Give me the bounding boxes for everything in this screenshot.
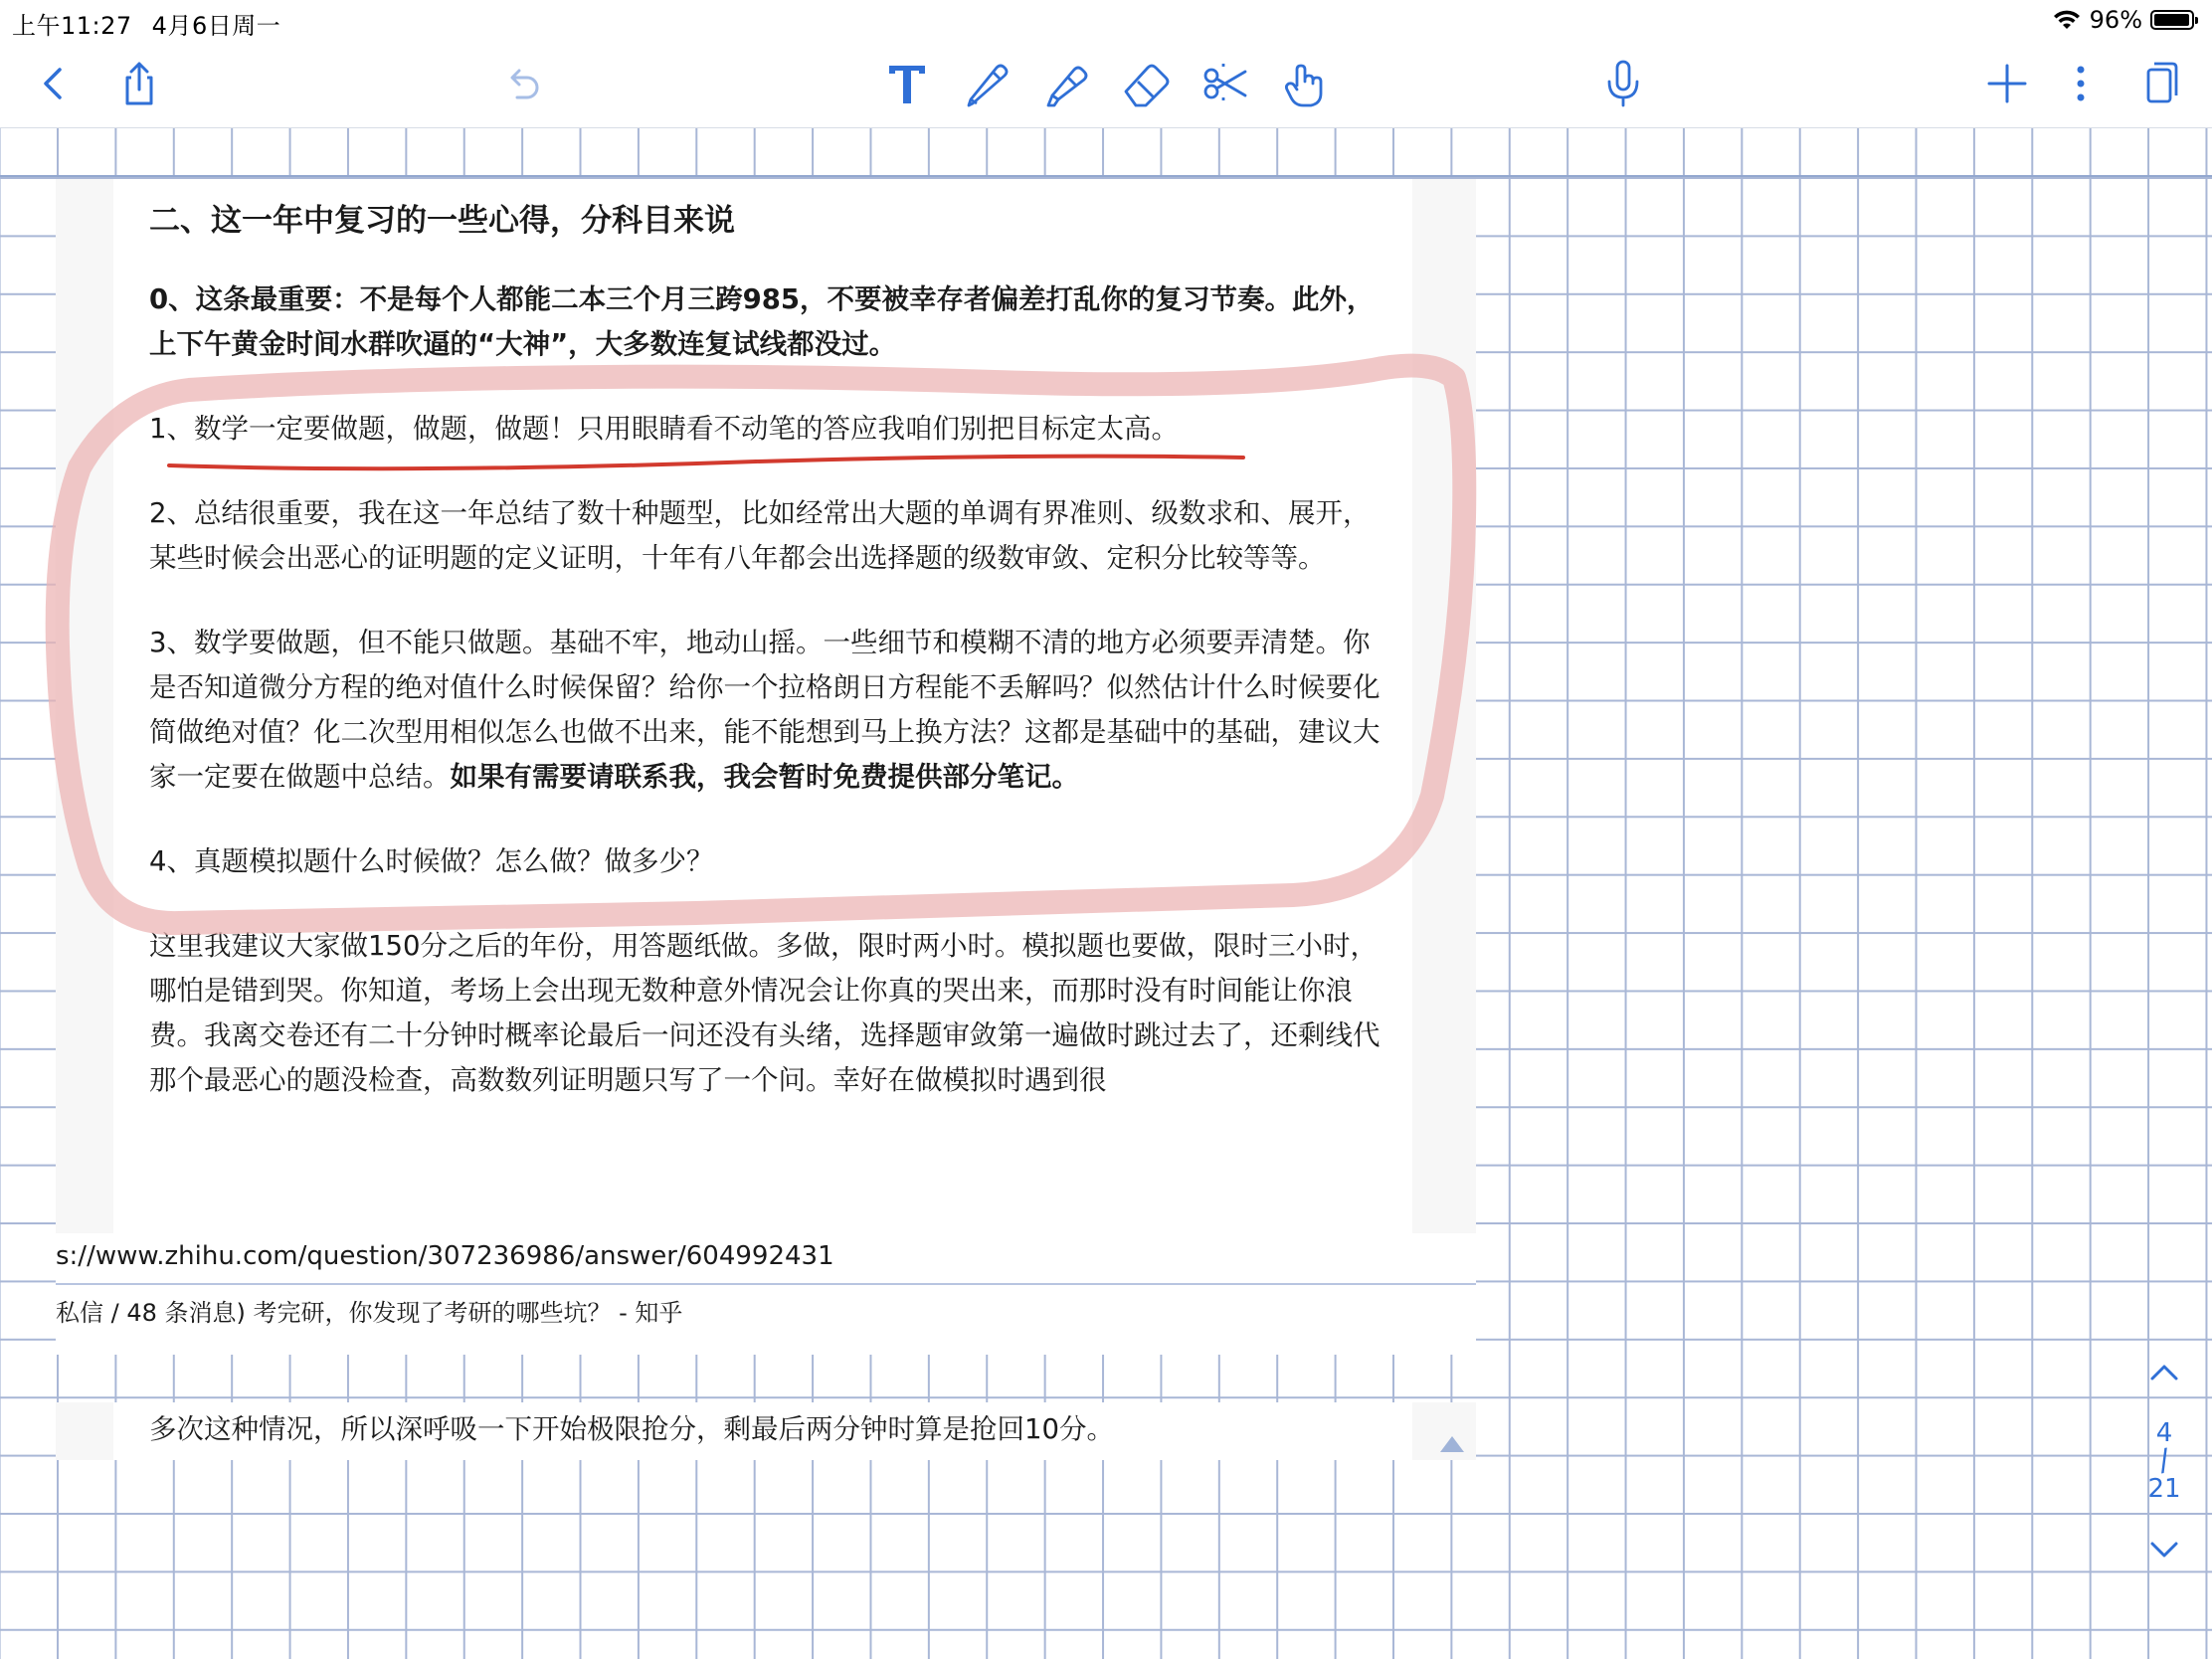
paragraph-5: 这里我建议大家做150分之后的年份，用答题纸做。多做，限时两小时。模拟题也要做，限时三小时，哪怕是错到哭。你知道，考场上会出现无数种意外情况会让你真的哭出来，而那时没有时间能让你浪费。我离交卷还有二十分钟时概率论最后一问还没有头绪，选择题审敛第一遍做时跳过去了，还剩线代那个最恶心的题没检查，高数数列证明题只写了一个问。幸好在做模拟时遇到很	[149, 930, 1381, 1096]
text-tool-button[interactable]	[875, 52, 939, 115]
add-icon	[1979, 56, 2035, 111]
microphone-icon	[1595, 56, 1651, 111]
page-url: s://www.zhihu.com/question/307236986/answer/604992431	[56, 1241, 834, 1271]
microphone-button[interactable]	[1591, 52, 1655, 115]
previous-page-chevron-icon[interactable]	[2138, 1353, 2190, 1392]
paragraph-4: 4、真题模拟题什么时候做？怎么做？做多少？	[149, 845, 714, 877]
page-top-margin-line	[0, 175, 2212, 177]
paragraph-3-bold: 如果有需要请联系我，我会暂时免费提供部分笔记。	[450, 761, 1079, 793]
add-page-button[interactable]	[1975, 52, 2039, 115]
pen-tool-button[interactable]	[955, 52, 1018, 115]
undo-icon	[495, 56, 551, 111]
back-chevron-icon	[26, 56, 82, 111]
url-divider	[56, 1283, 1476, 1285]
eraser-icon	[1118, 56, 1174, 111]
wifi-icon	[2052, 8, 2082, 32]
page-separator: /	[2155, 1442, 2172, 1479]
paragraph-2: 2、总结很重要，我在这一年总结了数十种题型，比如经常出大题的单调有界准则、级数求和、展开，某些时候会出恶心的证明题的定义证明，十年有八年都会出选择题的级数审敛、定积分比较等等。	[149, 497, 1371, 574]
back-button[interactable]	[22, 52, 86, 115]
pages-icon	[2132, 56, 2188, 111]
hand-pointer-icon	[1277, 56, 1333, 111]
browser-strip	[56, 1233, 1476, 1355]
more-icon	[2053, 56, 2109, 111]
paragraph-3-text: 3、数学要做题，但不能只做题。基础不牢，地动山摇。一些细节和模糊不清的地方必须要弄清楚。你是否知道微分方程的绝对值什么时候保留？给你一个拉格朗日方程能不丢解吗？似然估计什么时候要化简做绝对值？化二次型用相似怎么也做不出来，能不能想到马上换方法？这都是基础中的基础，建议大家一定要在做题中总结。	[149, 627, 1381, 793]
battery-level	[2154, 14, 2189, 26]
lasso-button[interactable]	[1194, 52, 1257, 115]
share-button[interactable]	[107, 52, 171, 115]
browser-tab-title: 私信 / 48 条消息) 考完研，你发现了考研的哪些坑？ - 知乎	[56, 1299, 683, 1327]
hand-tool-button[interactable]	[1273, 52, 1337, 115]
answer-text	[149, 199, 1392, 1143]
paragraph-1: 1、数学一定要做题，做题，做题！只用眼睛看不动笔的答应我咱们别把目标定太高。	[149, 413, 1179, 445]
toolbar	[0, 40, 2212, 128]
highlighter-icon	[1038, 56, 1094, 111]
paragraph-0-text: 0、这条最重要：不是每个人都能二本三个月三跨985，不要被幸存者偏差打乱你的复习节奏。此外，上下午黄金时间水群吹逼的“大神”，大多数连复试线都没过。	[149, 283, 1375, 360]
share-icon	[111, 56, 167, 111]
status-right	[2052, 6, 2194, 34]
status-time-date	[12, 6, 280, 41]
status-bar	[0, 0, 2212, 40]
more-button[interactable]	[2049, 52, 2113, 115]
page-navigator	[2138, 1353, 2190, 1591]
pages-button[interactable]	[2128, 52, 2192, 115]
battery-percent: 96%	[2089, 6, 2142, 34]
paragraph-3	[149, 621, 1392, 800]
undo-button[interactable]	[491, 52, 555, 115]
lasso-scissors-icon	[1198, 56, 1253, 111]
status-date: 4月6日周一	[151, 12, 281, 40]
answer-heading: 二、这一年中复习的一些心得，分科目来说	[149, 203, 735, 239]
text-tool-icon	[879, 56, 935, 111]
pen-tool-icon	[959, 56, 1014, 111]
pasted-screenshot-continuation[interactable]	[56, 1402, 1476, 1460]
pasted-screenshot[interactable]	[56, 179, 1476, 1235]
battery-icon	[2150, 10, 2194, 30]
continuation-text: 多次这种情况，所以深呼吸一下开始极限抢分，剩最后两分钟时算是抢回10分。	[149, 1413, 1114, 1445]
highlighter-button[interactable]	[1034, 52, 1098, 115]
paragraph-0	[149, 277, 1392, 367]
status-time: 上午11:27	[12, 12, 132, 40]
total-pages: 21	[2147, 1474, 2181, 1504]
scroll-up-triangle-icon	[1440, 1436, 1464, 1452]
eraser-button[interactable]	[1114, 52, 1178, 115]
next-page-chevron-icon[interactable]	[2138, 1530, 2190, 1569]
current-page-number: 4	[2155, 1418, 2173, 1448]
